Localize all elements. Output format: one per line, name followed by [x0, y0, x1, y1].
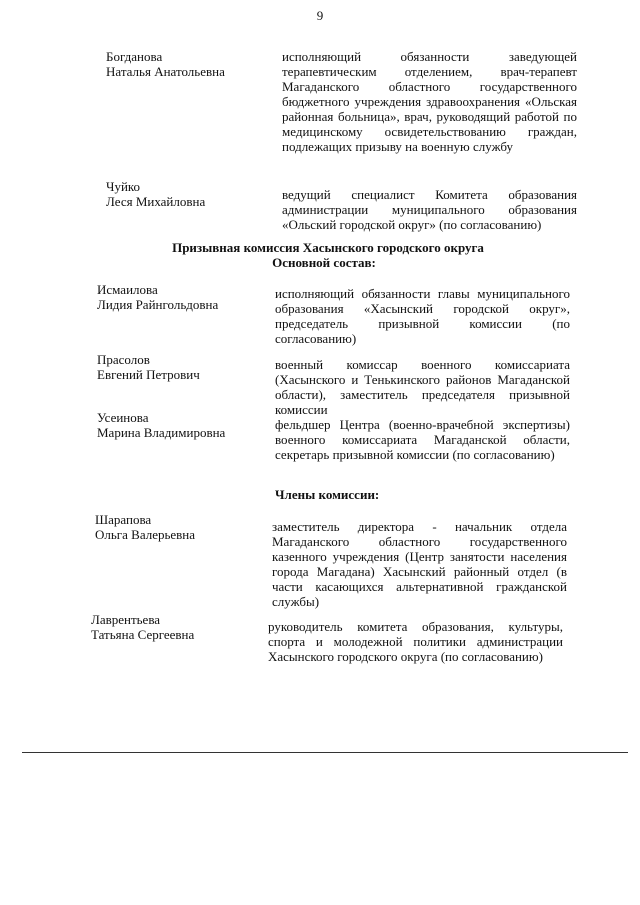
member-surname: Чуйко	[106, 179, 141, 194]
member-role-prasolov: военный комиссар военного комиссариата (Хасынского и Тенькинского районов Магаданской области), заместитель председателя призывной комиссии	[275, 357, 570, 417]
member-given-names: Евгений Петрович	[97, 367, 200, 382]
member-role-sharapova: заместитель директора - начальник отдела Магаданского областного государственного казенного учреждения (Центр занятости населения города Магадана) Хасынский районный отдел (в части касающихся альтернативной гражданской службы)	[272, 519, 567, 609]
commission-title: Призывная комиссия Хасынского городского округа	[172, 240, 484, 255]
member-surname: Усеинова	[97, 410, 149, 425]
member-surname: Лаврентьева	[91, 612, 161, 627]
member-given-names: Татьяна Сергеевна	[91, 627, 195, 642]
member-role-chuyko: ведущий специалист Комитета образования администрации муниципального образования «Ольский городской округ» (по согласованию)	[282, 187, 577, 232]
member-role-ismailova: исполняющий обязанности главы муниципального образования «Хасынский городской округ», председатель призывной комиссии (по согласованию)	[275, 286, 570, 346]
member-given-names: Ольга Валерьевна	[95, 527, 196, 542]
members-heading: Члены комиссии:	[275, 487, 380, 502]
member-name-sharapova	[95, 512, 195, 542]
member-surname: Прасолов	[97, 352, 150, 367]
member-name-ismailova	[97, 282, 218, 312]
member-surname: Богданова	[106, 49, 163, 64]
member-role-bogdanova: исполняющий обязанности заведующей терапевтическим отделением, врач-терапевт Магаданского областного государственного бюджетного учреждения здравоохранения «Ольская районная больница», врач, руководящий работой по медицинскому освидетельствованию граждан, подлежащих призыву на военную службу	[282, 49, 577, 154]
member-name-bogdanova	[106, 49, 225, 79]
member-surname: Шарапова	[95, 512, 152, 527]
main-composition-heading: Основной состав:	[272, 255, 376, 270]
member-given-names: Лидия Райнгольдовна	[97, 297, 219, 312]
footer-divider	[22, 752, 628, 753]
member-surname: Исмаилова	[97, 282, 158, 297]
member-given-names: Марина Владимировна	[97, 425, 226, 440]
member-given-names: Леся Михайловна	[106, 194, 206, 209]
member-role-lavrenteva: руководитель комитета образования, культуры, спорта и молодежной политики администрации Хасынского городского округа (по согласованию)	[268, 619, 563, 664]
member-given-names: Наталья Анатольевна	[106, 64, 225, 79]
member-name-prasolov	[97, 352, 200, 382]
member-name-useinova	[97, 410, 225, 440]
member-name-lavrenteva	[91, 612, 194, 642]
member-name-chuyko	[106, 179, 205, 209]
member-role-useinova: фельдшер Центра (военно-врачебной экспертизы) военного комиссариата Магаданской области, секретарь призывной комиссии (по согласованию)	[275, 417, 570, 462]
page-number: 9	[316, 8, 324, 23]
